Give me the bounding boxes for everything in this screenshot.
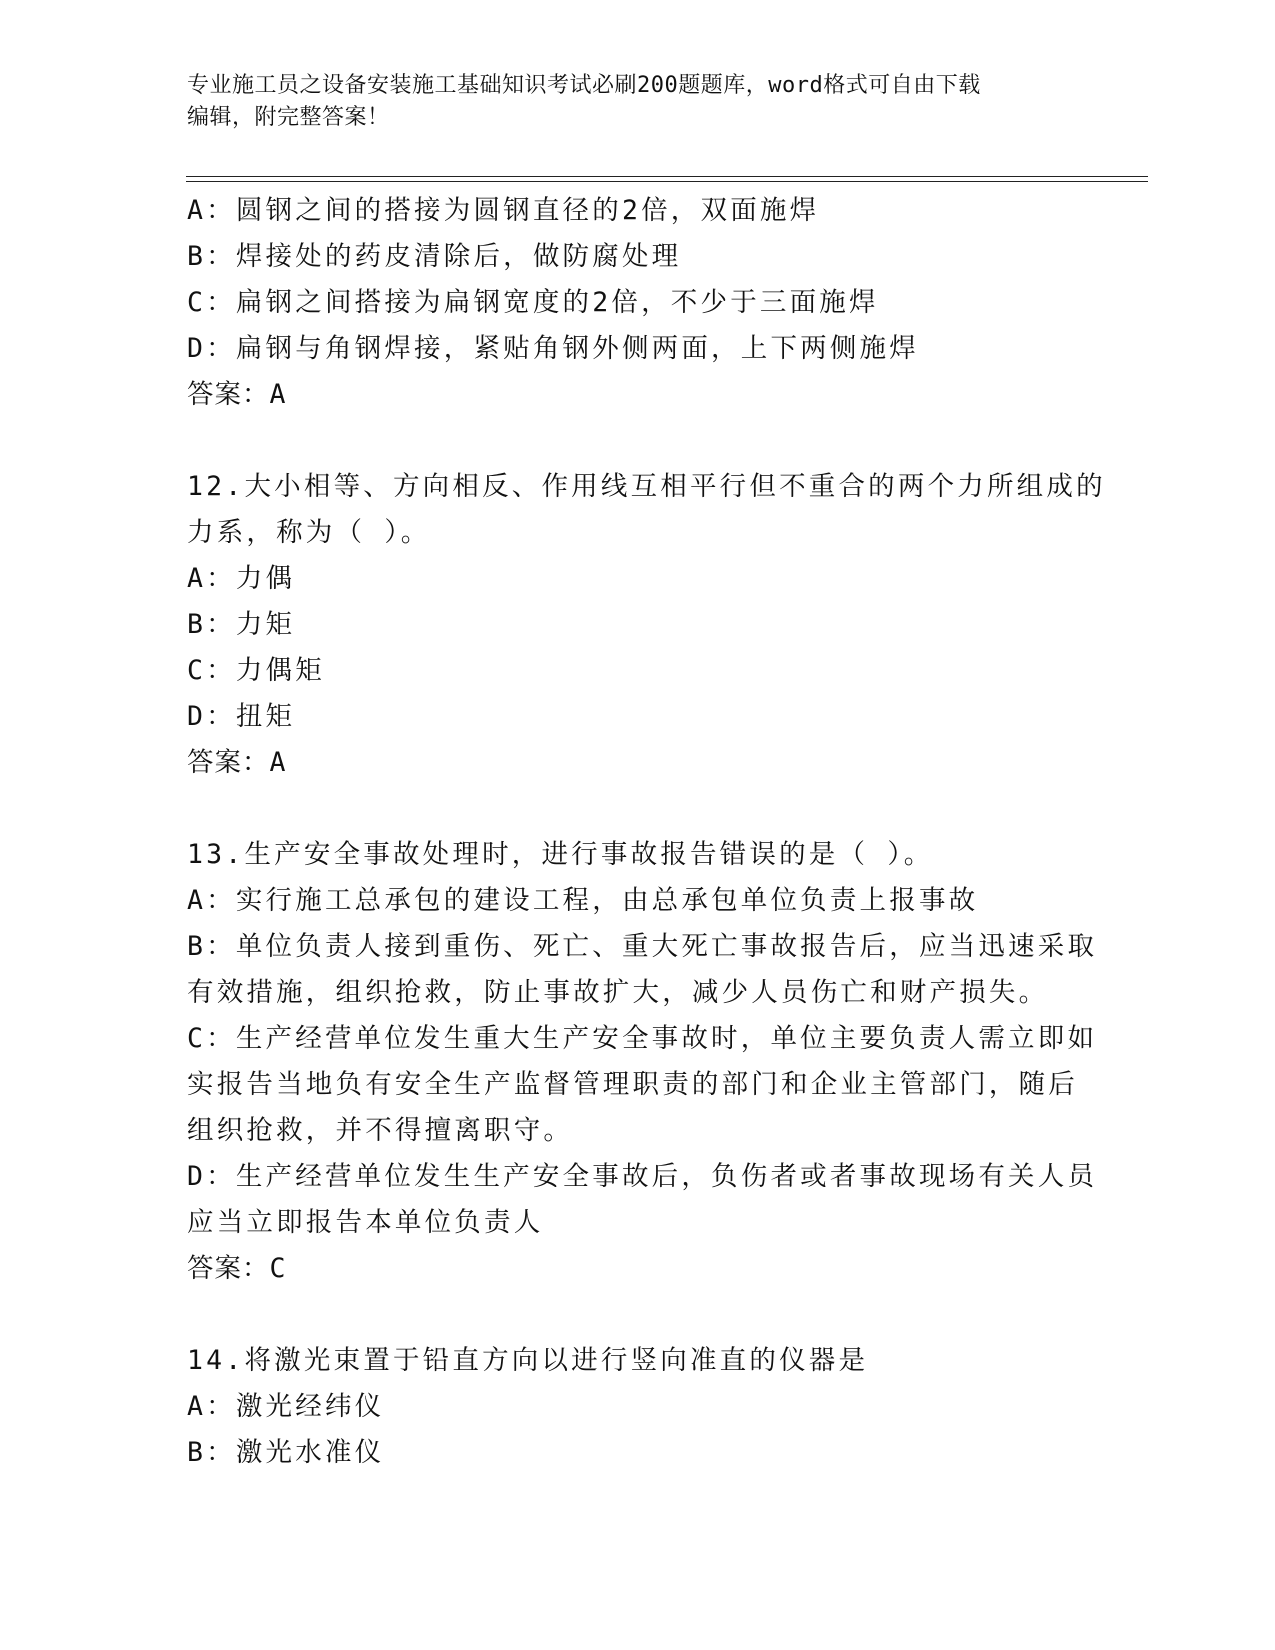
question-stem-line: 13.生产安全事故处理时，进行事故报告错误的是（ ）。 [187, 839, 934, 870]
option-b: B：单位负责人接到重伤、死亡、重大死亡事故报告后，应当迅速采取 [187, 931, 1098, 962]
question-stem-line: 12.大小相等、方向相反、作用线互相平行但不重合的两个力所组成的 [187, 471, 1106, 502]
question-12 [187, 464, 1106, 786]
option-c: C：扁钢之间搭接为扁钢宽度的2倍，不少于三面施焊 [187, 287, 879, 318]
header-line-1: 专业施工员之设备安装施工基础知识考试必刷200题题库，word格式可自由下载 [187, 73, 981, 98]
option-c: C：力偶矩 [187, 655, 325, 686]
document-body [187, 188, 1106, 1476]
option-d-continued: 应当立即报告本单位负责人 [187, 1207, 544, 1238]
question-stem-line: 力系，称为（ ）。 [187, 517, 431, 548]
option-d: D：扁钢与角钢焊接，紧贴角钢外侧两面，上下两侧施焊 [187, 333, 919, 364]
option-c-continued: 实报告当地负有安全生产监督管理职责的部门和企业主管部门，随后 [187, 1069, 1078, 1100]
document-header [187, 70, 1067, 134]
option-c-continued: 组织抢救，并不得擅离职守。 [187, 1115, 574, 1146]
option-a: A：圆钢之间的搭接为圆钢直径的2倍，双面施焊 [187, 195, 820, 226]
answer-line [187, 740, 1087, 786]
answer-label: 答案： [187, 747, 270, 778]
option-d: D：扭矩 [187, 701, 296, 732]
option-a: A：力偶 [187, 563, 296, 594]
header-line-2: 编辑，附完整答案！ [187, 105, 390, 130]
answer-value: A [269, 747, 287, 778]
answer-value: A [269, 379, 287, 410]
option-b: B：力矩 [187, 609, 296, 640]
option-a: A：激光经纬仪 [187, 1391, 385, 1422]
header-divider-bottom [186, 181, 1148, 182]
question-11 [187, 188, 1087, 418]
question-stem-line: 14.将激光束置于铅直方向以进行竖向准直的仪器是 [187, 1345, 869, 1376]
header-divider-top [186, 176, 1148, 177]
option-b: B：激光水准仪 [187, 1437, 385, 1468]
answer-line [187, 372, 1087, 418]
option-b: B：焊接处的药皮清除后，做防腐处理 [187, 241, 682, 272]
answer-label: 答案： [187, 379, 270, 410]
option-b-continued: 有效措施，组织抢救，防止事故扩大，减少人员伤亡和财产损失。 [187, 977, 1049, 1008]
question-13 [187, 832, 1098, 1292]
option-a: A：实行施工总承包的建设工程，由总承包单位负责上报事故 [187, 885, 979, 916]
option-c: C：生产经营单位发生重大生产安全事故时，单位主要负责人需立即如 [187, 1023, 1098, 1054]
answer-label: 答案： [187, 1253, 270, 1284]
answer-value: C [269, 1253, 287, 1284]
question-14 [187, 1338, 1087, 1476]
answer-line [187, 1246, 1087, 1292]
option-d: D：生产经营单位发生生产安全事故后，负伤者或者事故现场有关人员 [187, 1161, 1098, 1192]
